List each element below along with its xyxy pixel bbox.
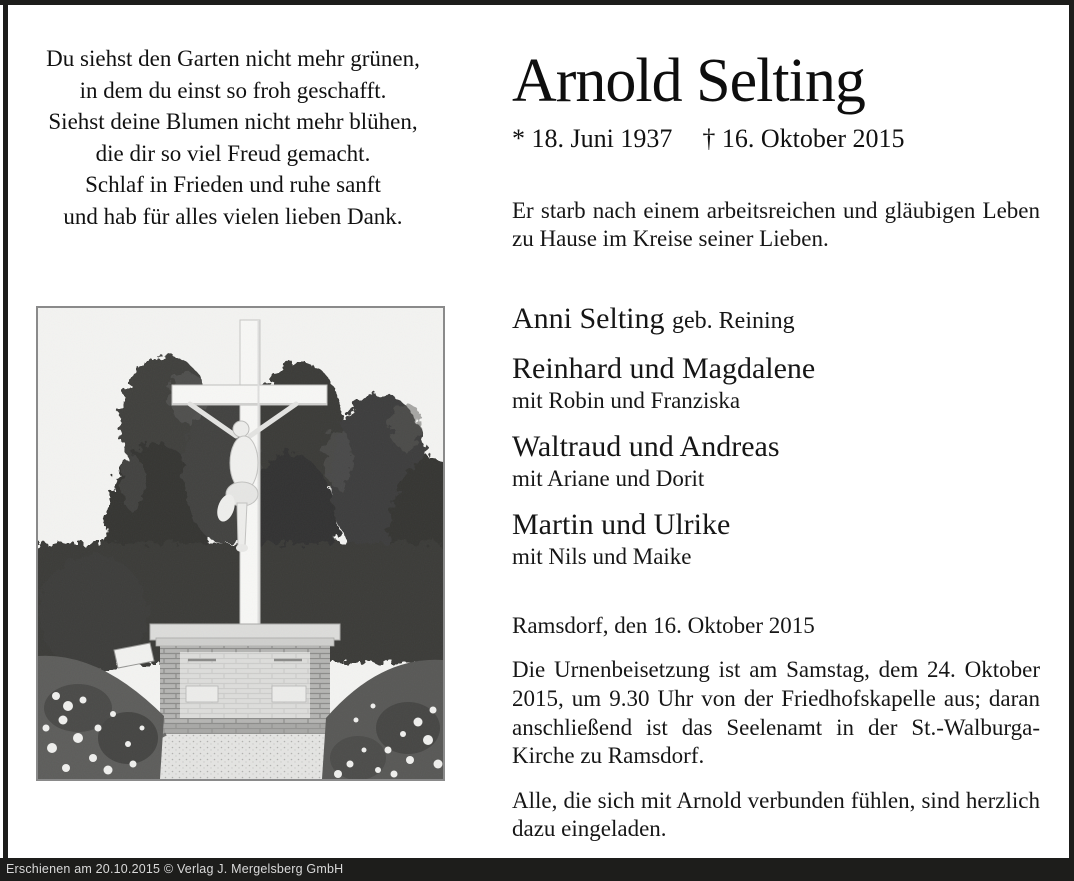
family-detail: mit Nils und Maike [512,544,692,569]
crucifix-garden-photo [36,306,445,781]
family-entry [512,352,1040,416]
family-name [512,302,1040,338]
poem-line: Schlaf in Frieden und ruhe sanft [85,172,381,197]
family-name: Reinhard und Magdalene [512,352,816,385]
place-dateline: Ramsdorf, den 16. Oktober 2015 [512,613,815,638]
family-list [512,302,1040,586]
invitation-paragraph: Alle, die sich mit Arnold verbunden fühlen, sind herzlich dazu eingeladen. [512,788,1040,841]
publisher-imprint: Erschienen am 20.10.2015 © Verlag J. Mergelsberg GmbH [6,862,344,876]
family-detail: mit Robin und Franziska [512,388,741,413]
family-entry [512,508,1040,572]
frame-border-right [1069,0,1074,881]
family-name: Martin und Ulrike [512,508,731,541]
life-dates [512,126,1040,152]
frame-border-top [0,0,1074,5]
family-entry [512,302,1040,338]
family-name-text: Anni Selting [512,302,665,335]
poem-line: und hab für alles vielen lieben Dank. [63,203,403,229]
poem-line: Siehst deine Blumen nicht mehr blühen, [48,109,418,134]
poem-line: in dem du einst so froh geschafft. [79,77,387,103]
family-entry [512,430,1040,494]
burial-notice-paragraph: Die Urnenbeisetzung ist am Samstag, dem 24. Oktober 2015, um 9.30 Uhr von der Friedhofskapelle aus; daran anschließend ist das Seelenamt in der St.-Walburga-Kirche zu Ramsdorf. [512,657,1040,769]
memorial-poem [33,43,433,232]
birth-date: * 18. Juni 1937 [512,124,673,153]
deceased-name: Arnold Selting [512,47,865,115]
family-detail: mit Ariane und Dorit [512,466,705,491]
poem-line: Du siehst den Garten nicht mehr grünen, [46,46,420,71]
intro-paragraph: Er starb nach einem arbeitsreichen und gläubigen Leben zu Hause im Kreise seiner Lieben. [512,198,1040,251]
family-name-suffix: geb. Reining [672,308,795,334]
family-name: Waltraud und Andreas [512,430,780,463]
death-date: † 16. Oktober 2015 [702,124,905,153]
frame-border-left [3,0,8,861]
poem-line: die dir so viel Freud gemacht. [95,140,371,166]
